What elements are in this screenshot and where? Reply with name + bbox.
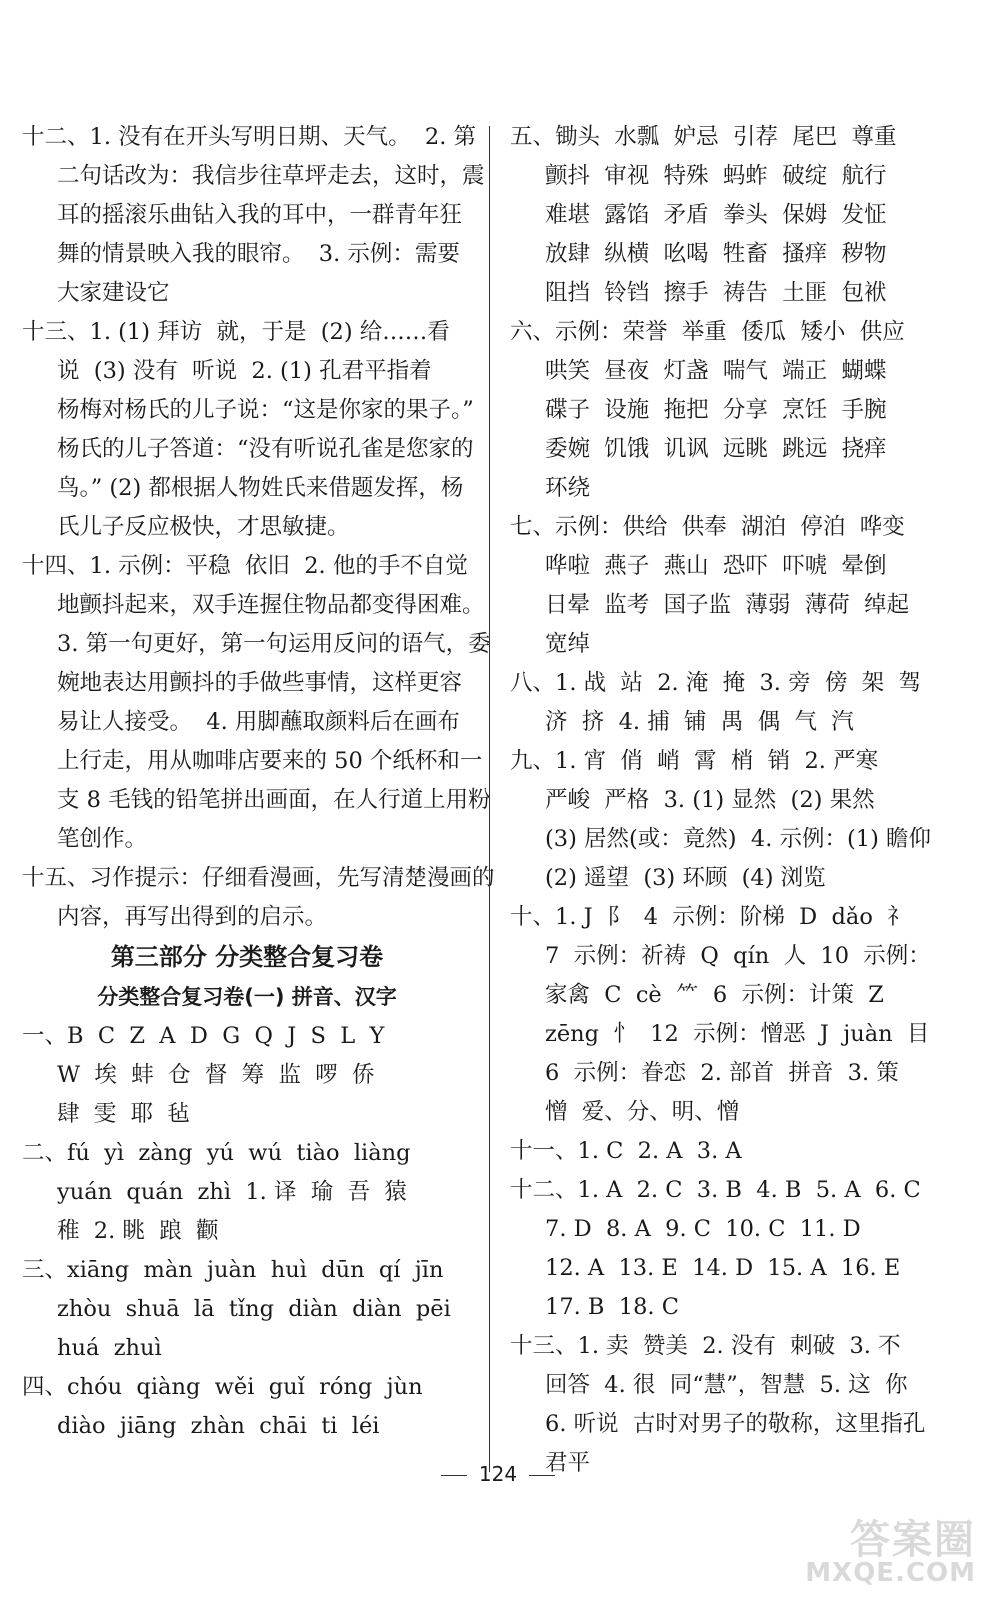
text-line: 6. 听说 古时对男子的敬称，这里指孔 <box>545 1411 926 1437</box>
text-line: 家禽 C cè ⺮ 6 示例：计策 Z <box>545 982 884 1008</box>
left-column <box>22 118 495 1446</box>
text-line: 八、1. 战 站 2. 淹 掩 3. 旁 傍 架 驾 <box>510 670 921 696</box>
text-line: 济 挤 4. 捕 铺 禺 偶 气 汽 <box>545 709 854 735</box>
right-column <box>510 118 976 1483</box>
text-line: W 埃 蚌 仓 督 筹 监 啰 侨 <box>57 1062 375 1088</box>
text-line: 十五、习作提示：仔细看漫画，先写清楚漫画的 <box>22 865 495 891</box>
text-line: 碟子 设施 拖把 分享 烹饪 手腕 <box>545 397 887 423</box>
text-line: 鸟。” (2) 都根据人物姓氏来借题发挥，杨 <box>57 475 464 501</box>
text-line: 放肆 纵横 吆喝 牲畜 搔痒 秽物 <box>545 241 887 267</box>
text-line: 三、xiāng màn juàn huì dūn qí jīn <box>22 1257 444 1283</box>
text-line: 十三、1. 卖 赞美 2. 没有 刺破 3. 不 <box>510 1333 901 1359</box>
text-line: 笔创作。 <box>57 826 148 852</box>
text-line: 憎 爱、分、明、憎 <box>545 1099 740 1125</box>
dash-left <box>441 1475 467 1476</box>
text-line: 六、示例：荣誉 举重 倭瓜 矮小 供应 <box>510 319 905 345</box>
text-line: zhòu shuā lā tǐng diàn diàn pēi <box>57 1296 451 1322</box>
text-line: 难堪 露馅 矛盾 拳头 保姆 发怔 <box>545 202 887 228</box>
text-line: 7. D 8. A 9. C 10. C 11. D <box>545 1216 861 1242</box>
text-line: 十一、1. C 2. A 3. A <box>510 1138 742 1164</box>
text-line: 3. 第一句更好，第一句运用反问的语气，委 <box>57 631 491 657</box>
text-line: 宽绰 <box>545 631 591 657</box>
watermark-logo <box>792 1506 982 1588</box>
text-line: 阻挡 铃铛 擦手 祷告 土匪 包袱 <box>545 280 887 306</box>
text-line: 环绕 <box>545 475 591 501</box>
text-line: 肆 雯 耶 毡 <box>57 1101 190 1127</box>
text-line: 四、chóu qiàng wěi guǐ róng jùn <box>22 1374 423 1400</box>
page-number <box>0 1462 996 1486</box>
text-line: 地颤抖起来，双手连握住物品都变得困难。 <box>57 592 485 618</box>
text-line: 十三、1. (1) 拜访 就，于是 (2) 给……看 <box>22 319 450 345</box>
text-line: 大家建设它 <box>57 280 170 306</box>
text-line: 十四、1. 示例：平稳 依旧 2. 他的手不自觉 <box>22 553 468 579</box>
text-line: 十二、1. A 2. C 3. B 4. B 5. A 6. C <box>510 1177 921 1203</box>
text-line: 支 8 毛钱的铅笔拼出画面，在人行道上用粉 <box>57 787 491 813</box>
text-line: 日晕 监考 国子监 薄弱 薄荷 绰起 <box>545 592 910 618</box>
text-line: 易让人接受。 4. 用脚蘸取颜料后在画布 <box>57 709 460 735</box>
text-line: 君平 <box>545 1450 591 1476</box>
sub-title: 分类整合复习卷(一) 拼音、汉字 <box>97 985 397 1009</box>
watermark-line1: 答案圈 <box>850 1517 976 1563</box>
text-line: 说 (3) 没有 听说 2. (1) 孔君平指着 <box>57 358 432 384</box>
text-line: 杨氏的儿子答道：“没有听说孔雀是您家的 <box>57 436 474 462</box>
text-line: (2) 遥望 (3) 环顾 (4) 浏览 <box>545 865 826 891</box>
text-line: 哄笑 昼夜 灯盏 喘气 端正 蝴蝶 <box>545 358 887 384</box>
text-line: 五、锄头 水瓢 妒忌 引荐 尾巴 尊重 <box>510 124 897 150</box>
text-line: 7 示例：祈祷 Q qín 人 10 示例： <box>545 943 931 969</box>
text-line: (3) 居然(或：竟然) 4. 示例：(1) 瞻仰 <box>545 826 932 852</box>
text-line: 6 示例：眷恋 2. 部首 拼音 3. 策 <box>545 1060 899 1086</box>
text-line: 七、示例：供给 供奉 湖泊 停泊 哗变 <box>510 514 905 540</box>
section-title: 第三部分 分类整合复习卷 <box>110 943 384 971</box>
text-line: zēng 忄 12 示例：憎恶 J juàn 目 <box>545 1021 930 1047</box>
text-line: huá zhuì <box>57 1335 162 1361</box>
text-line: 稚 2. 眺 踉 颧 <box>57 1218 219 1244</box>
text-line: 哗啦 燕子 燕山 恐吓 吓唬 晕倒 <box>545 553 887 579</box>
column-divider <box>489 126 490 1472</box>
page-number-text: 124 <box>478 1462 518 1486</box>
text-line: 二句话改为：我信步往草坪走去，这时，震 <box>57 163 485 189</box>
text-line: 二、fú yì zàng yú wú tiào liàng <box>22 1140 411 1166</box>
text-line: diào jiāng zhàn chāi ti léi <box>57 1413 380 1439</box>
text-line: 17. B 18. C <box>545 1294 679 1320</box>
text-line: 一、B C Z A D G Q J S L Y <box>22 1023 385 1049</box>
text-line: yuán quán zhì 1. 译 瑜 吾 猿 <box>57 1179 407 1205</box>
text-line: 严峻 严格 3. (1) 显然 (2) 果然 <box>545 787 875 813</box>
text-line: 12. A 13. E 14. D 15. A 16. E <box>545 1255 901 1281</box>
text-line: 氏儿子反应极快，才思敏捷。 <box>57 514 350 540</box>
text-line: 上行走，用从咖啡店要来的 50 个纸杯和一 <box>57 748 483 774</box>
text-line: 杨梅对杨氏的儿子说：“这是你家的果子。” <box>57 397 474 423</box>
text-line: 十、1. J 阝 4 示例：阶梯 D dǎo 礻 <box>510 904 910 930</box>
text-line: 婉地表达用颤抖的手做些事情，这样更容 <box>57 670 463 696</box>
watermark-line2: MXQE.COM <box>805 1558 976 1588</box>
text-line: 耳的摇滚乐曲钻入我的耳中，一群青年狂 <box>57 202 463 228</box>
text-line: 颤抖 审视 特殊 蚂蚱 破绽 航行 <box>545 163 887 189</box>
text-line: 回答 4. 很 同“慧”，智慧 5. 这 你 <box>545 1372 908 1398</box>
dash-right <box>529 1475 555 1476</box>
text-line: 舞的情景映入我的眼帘。 3. 示例：需要 <box>57 241 460 267</box>
text-line: 九、1. 宵 俏 峭 霄 梢 销 2. 严寒 <box>510 748 879 774</box>
text-line: 委婉 饥饿 讥讽 远眺 跳远 挠痒 <box>545 436 887 462</box>
text-line: 十二、1. 没有在开头写明日期、天气。 2. 第 <box>22 124 477 150</box>
text-line: 内容，再写出得到的启示。 <box>57 904 328 930</box>
